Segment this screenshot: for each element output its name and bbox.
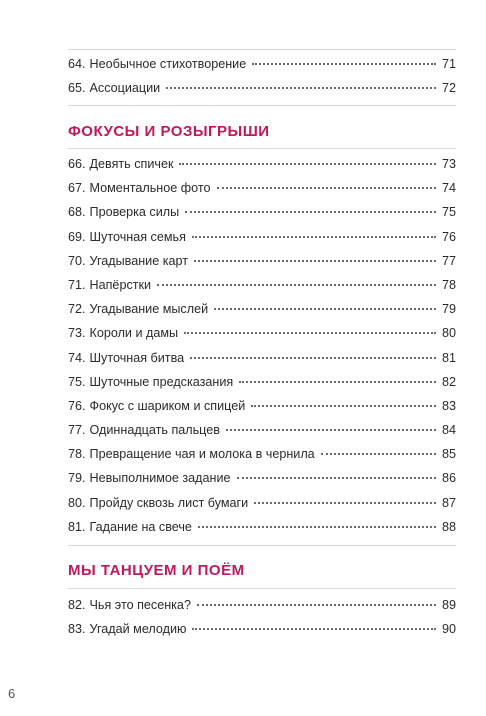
dot-leader [251,405,436,407]
toc-entry-page: 87 [441,495,456,510]
toc-entry [68,200,456,224]
toc-entry-number: 71. [68,277,86,292]
toc-entry [68,617,456,641]
dot-leader [226,429,436,431]
toc-entry-title: Превращение чая и молока в чернила [89,447,315,462]
dot-leader [254,502,436,504]
toc-entry-title: Гадание на свече [89,519,192,534]
toc-entry [68,370,456,394]
toc-entry-number: 83. [68,622,86,637]
toc-entry [68,491,456,515]
section-heading-dance: МЫ ТАНЦУЕМ И ПОЁМ [68,562,245,579]
toc-entry [68,176,456,200]
toc-entry-title: Шуточные предсказания [89,374,234,389]
toc-entry-page: 80 [441,326,456,341]
toc-entry-page: 73 [441,157,456,171]
toc-entry-page: 85 [441,447,456,462]
toc-entry-page: 79 [441,302,456,317]
divider [68,545,456,546]
toc-entry-title: Невыполнимое задание [89,471,231,486]
dot-leader [237,477,436,479]
toc-entry [68,346,456,370]
toc-entry-number: 75. [68,374,86,389]
toc-entry-title: Проверка силы [89,205,180,220]
toc-entry [68,442,456,466]
toc-entry-page: 88 [441,519,456,534]
toc-entry-number: 73. [68,326,86,341]
dot-leader [217,187,437,189]
toc-entry-number: 76. [68,398,86,413]
dot-leader [166,87,436,89]
divider [68,105,456,106]
toc-entry-title: Напёрстки [89,277,152,292]
toc-entry-page: 77 [441,253,456,268]
toc-entry [68,249,456,273]
dot-leader [184,332,436,334]
toc-entry-number: 68. [68,205,86,220]
toc-entry [68,394,456,418]
toc-entry-number: 69. [68,229,86,244]
toc-entry [68,297,456,321]
toc-entry-page: 81 [441,350,456,365]
toc-entry-title: Ассоциации [89,81,161,96]
page-number: 6 [8,686,16,701]
toc-entry-page: 76 [441,229,456,244]
toc-entry-title: Шуточная битва [89,350,185,365]
dot-leader [185,211,436,213]
dot-leader [179,163,436,165]
toc-entry-number: 67. [68,181,86,196]
toc-entry-number: 77. [68,423,86,438]
dot-leader [198,526,436,528]
toc-entry [68,466,456,490]
toc-entry-title: Угадывание карт [89,253,189,268]
toc-entry-title: Угадай мелодию [89,622,187,637]
toc-entry-number: 70. [68,253,86,268]
dot-leader [239,381,436,383]
divider [68,588,456,589]
divider [68,49,456,50]
toc-entry-title: Угадывание мыслей [89,302,209,317]
dot-leader [197,604,436,606]
toc-entry [68,273,456,297]
dot-leader [194,260,436,262]
toc-entry-title: Фокус с шариком и спицей [89,398,246,413]
toc-entry-number: 66. [68,157,86,171]
toc-entry-page: 74 [441,181,456,196]
toc-entry-title: Короли и дамы [89,326,179,341]
toc-entry [68,418,456,442]
toc-group-top [68,52,456,100]
toc-entry-page: 90 [441,622,456,637]
toc-entry-title: Пройду сквозь лист бумаги [89,495,249,510]
toc-entry-title: Одиннадцать пальцев [89,423,220,438]
toc-entry [68,515,456,539]
dot-leader [321,453,436,455]
toc-entry-title: Шуточная семья [89,229,186,244]
toc-entry [68,152,456,176]
divider [68,148,456,149]
toc-entry-number: 64. [68,57,86,71]
toc-entry-number: 80. [68,495,86,510]
toc-entry-title: Чья это песенка? [89,598,191,612]
dot-leader [192,628,436,630]
toc-entry-number: 72. [68,302,86,317]
toc-entry-number: 78. [68,447,86,462]
toc-entry-number: 82. [68,598,86,612]
dot-leader [157,284,436,286]
dot-leader [192,236,436,238]
toc-entry-number: 79. [68,471,86,486]
toc-entry-page: 84 [441,423,456,438]
toc-group-dance [68,593,456,641]
toc-entry-page: 72 [441,81,456,96]
toc-entry-title: Необычное стихотворение [89,57,247,71]
toc-entry-page: 75 [441,205,456,220]
toc-entry-number: 74. [68,350,86,365]
toc-entry [68,76,456,100]
toc-entry [68,593,456,617]
section-heading-tricks: ФОКУСЫ И РОЗЫГРЫШИ [68,123,270,140]
dot-leader [252,63,436,65]
toc-entry-page: 71 [441,57,456,71]
toc-entry [68,321,456,345]
toc-entry-page: 89 [441,598,456,612]
toc-entry [68,52,456,76]
toc-entry [68,225,456,249]
toc-entry-title: Моментальное фото [89,181,211,196]
toc-entry-page: 83 [441,398,456,413]
toc-entry-page: 78 [441,277,456,292]
dot-leader [190,357,436,359]
toc-group-tricks [68,152,456,539]
toc-entry-number: 65. [68,81,86,96]
toc-entry-number: 81. [68,519,86,534]
toc-entry-title: Девять спичек [89,157,174,171]
toc-entry-page: 86 [441,471,456,486]
dot-leader [214,308,436,310]
toc-entry-page: 82 [441,374,456,389]
